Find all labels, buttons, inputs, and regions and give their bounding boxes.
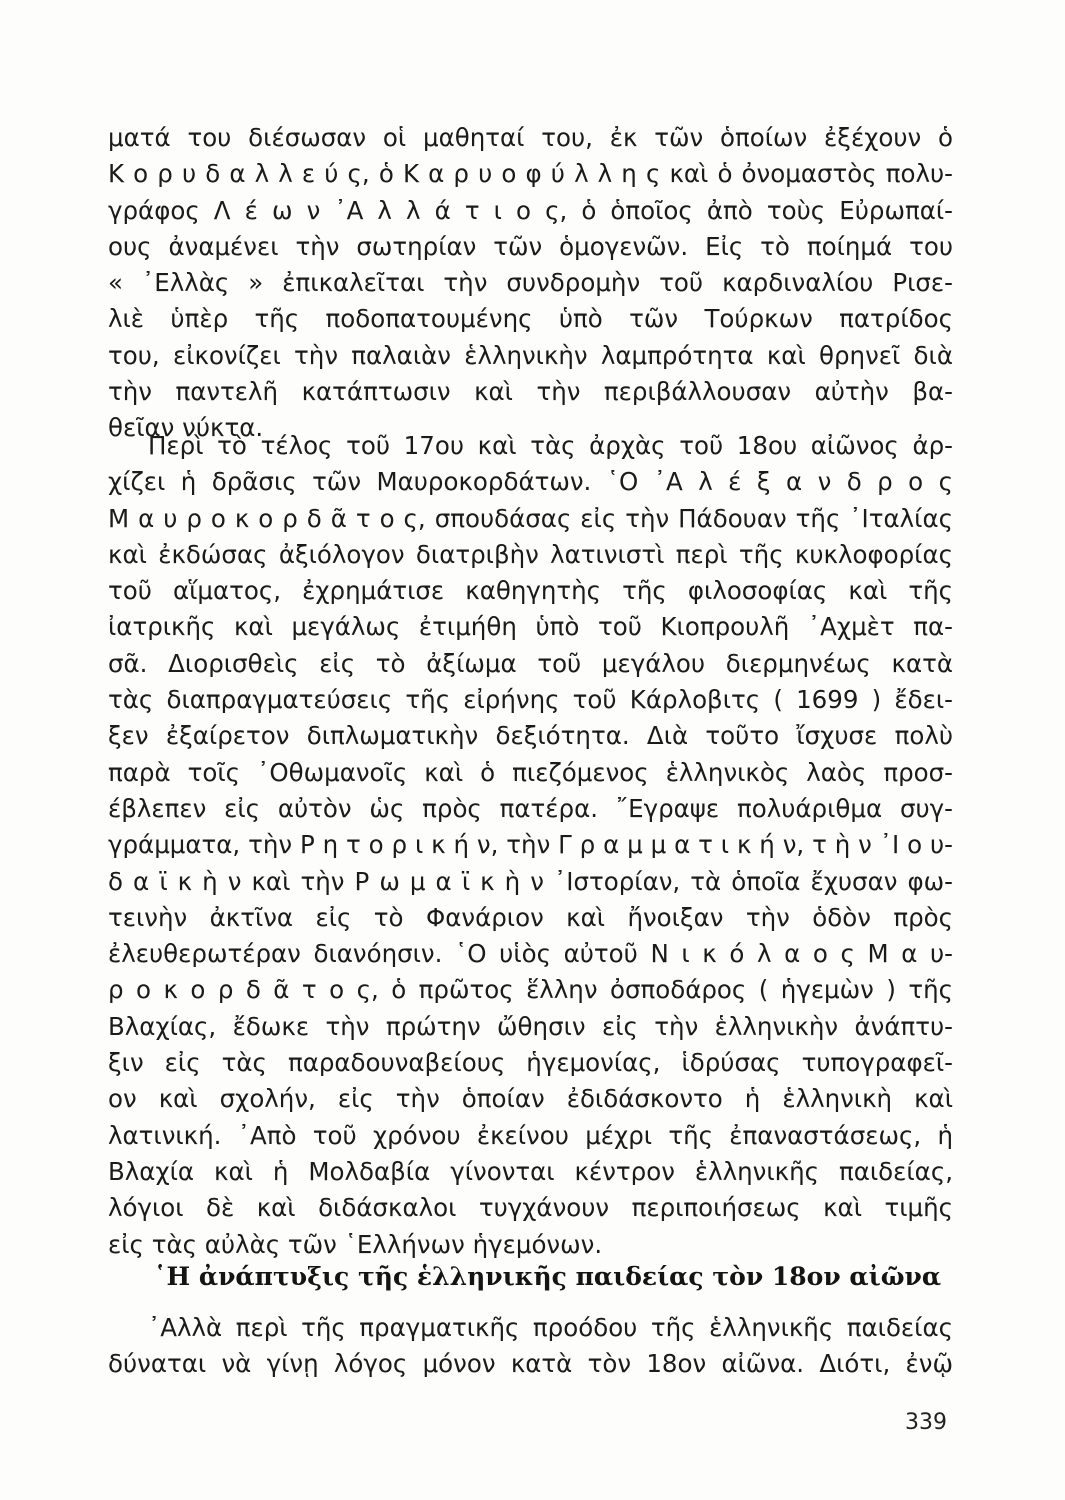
text-line: καὶ ἐκδώσας ἀξιόλογον διατριβὴν λατινιστὶ περὶ τῆς κυκλοφορίας (108, 539, 953, 569)
page-number: 339 (905, 1410, 947, 1435)
text-line: εἰς τὰς αὐλὰς τῶν ῾Ελλήνων ἡγεμόνων. (108, 1229, 603, 1259)
text-line: ᾿Αλλὰ περὶ τῆς πραγματικῆς προόδου τῆς ἑλληνικῆς παιδείας (148, 1313, 953, 1342)
text-line: Βλαχία καὶ ἡ Μολδαβία γίνονται κέντρον ἑλληνικῆς παιδείας, (108, 1156, 953, 1186)
paragraph-1 (108, 120, 953, 447)
text-line: ἐλευθερωτέραν διανόησιν. ῾Ο υἱὸς αὐτοῦ Ν ι κ ό λ α ο ς Μ α υ- (108, 939, 953, 969)
text-line: δ α ϊ κ ὴ ν καὶ τὴν Ρ ω μ α ϊ κ ὴ ν ᾿Ιστορίαν, τὰ ὁποῖα ἔχυσαν φω- (108, 866, 953, 896)
text-line: ματά του διέσωσαν οἱ μαθηταί του, ἐκ τῶν ὁποίων ἐξέχουν ὁ (108, 123, 953, 152)
text-line: λιὲ ὑπὲρ τῆς ποδοπατουμένης ὑπὸ τῶν Τούρκων πατρίδος (108, 304, 953, 334)
text-line: ξιν εἰς τὰς παραδουναβείους ἡγεμονίας, ἱδρύσας τυπογραφεῖ- (108, 1048, 953, 1078)
text-line: θεῖαν νύκτα. (108, 413, 264, 443)
text-line: χίζει ἡ δρᾶσις τῶν Μαυροκορδάτων. ῾Ο ᾿Α λ έ ξ α ν δ ρ ο ς (108, 467, 953, 497)
text-line: Κ ο ρ υ δ α λ λ ε ύ ς, ὁ Κ α ρ υ ο φ ύ λ λ η ς καὶ ὁ ὀνομαστὸς πολυ- (108, 159, 953, 189)
text-line: σᾶ. Διορισθεὶς εἰς τὸ ἀξίωμα τοῦ μεγάλου διερμηνέως κατὰ (108, 648, 953, 678)
text-line: δύναται νὰ γίνῃ λόγος μόνον κατὰ τὸν 18ον αἰῶνα. Διότι, ἐνῷ (108, 1349, 953, 1379)
text-line: ον καὶ σχολήν, εἰς τὴν ὁποίαν ἐδιδάσκοντο ἡ ἑλληνικὴ καὶ (108, 1084, 953, 1114)
text-line: γράμματα, τὴν Ρ η τ ο ρ ι κ ή ν, τὴν Γ ρ α μ μ α τ ι κ ή ν, τ ὴ ν ᾿Ι ο υ- (108, 830, 953, 860)
text-line: τὰς διαπραγματεύσεις τῆς εἰρήνης τοῦ Κάρλοβιτς ( 1699 ) ἔδει- (108, 685, 953, 715)
text-line: ἰατρικῆς καὶ μεγάλως ἐτιμήθη ὑπὸ τοῦ Κιοπρουλῆ ᾿Αχμὲτ πα- (108, 612, 953, 642)
text-line: Βλαχίας, ἔδωκε τὴν πρώτην ὤθησιν εἰς τὴν ἑλληνικὴν ἀνάπτυ- (108, 1011, 953, 1041)
paragraph-2 (108, 428, 953, 1263)
text-line: τὴν παντελῆ κατάπτωσιν καὶ τὴν περιβάλλουσαν αὐτὴν βα- (108, 377, 953, 407)
text-line: έβλεπεν εἰς αὐτὸν ὡς πρὸς πατέρα. ῎Εγραψε πολυάριθμα συγ- (108, 793, 953, 823)
text-line: του, εἰκονίζει τὴν παλαιὰν ἑλληνικὴν λαμπρότητα καὶ θρηνεῖ διὰ (108, 340, 953, 370)
text-line: λατινική. ᾿Απὸ τοῦ χρόνου ἐκείνου μέχρι τῆς ἐπαναστάσεως, ἡ (108, 1120, 953, 1150)
text-line: « ᾿Ελλὰς » ἐπικαλεῖται τὴν συνδρομὴν τοῦ καρδιναλίου Ρισε- (108, 268, 953, 298)
text-line: ους ἀναμένει τὴν σωτηρίαν τῶν ὁμογενῶν. Εἰς τὸ ποίημά του (108, 231, 953, 261)
text-line: τεινὴν ἀκτῖνα εἰς τὸ Φανάριον καὶ ἤνοιξαν τὴν ὁδὸν πρὸς (108, 902, 953, 932)
text-line: Μ α υ ρ ο κ ο ρ δ ᾶ τ ο ς, σπουδάσας εἰς τὴν Πάδουαν τῆς ᾿Ιταλίας (108, 503, 953, 533)
text-line: Περὶ τὸ τέλος τοῦ 17ου καὶ τὰς ἀρχὰς τοῦ 18ου αἰῶνος ἀρ- (148, 431, 953, 460)
text-line: παρὰ τοῖς ᾿Οθωμανοῖς καὶ ὁ πιεζόμενος ἑλληνικὸς λαὸς προσ- (108, 757, 953, 787)
text-line: ρ ο κ ο ρ δ ᾶ τ ο ς, ὁ πρῶτος ἕλλην ὀσποδάρος ( ἡγεμὼν ) τῆς (108, 975, 953, 1005)
text-line: γράφος Λ έ ω ν ᾿Α λ λ ά τ ι ο ς, ὁ ὁποῖος ἀπὸ τοὺς Εὐρωπαί- (108, 195, 953, 225)
text-line: τοῦ αἵματος, ἐχρημάτισε καθηγητὴς τῆς φιλοσοφίας καὶ τῆς (108, 576, 953, 606)
paragraph-3 (108, 1310, 953, 1383)
text-line: ξεν ἐξαίρετον διπλωματικὴν δεξιότητα. Διὰ τοῦτο ἴσχυσε πολὺ (108, 721, 953, 751)
text-line: λόγιοι δὲ καὶ διδάσκαλοι τυγχάνουν περιποιήσεως καὶ τιμῆς (108, 1193, 953, 1223)
section-heading: ῾Η ἀνάπτυξις τῆς ἑλληνικῆς παιδείας τὸν 18ον αἰῶνα (154, 1262, 942, 1291)
